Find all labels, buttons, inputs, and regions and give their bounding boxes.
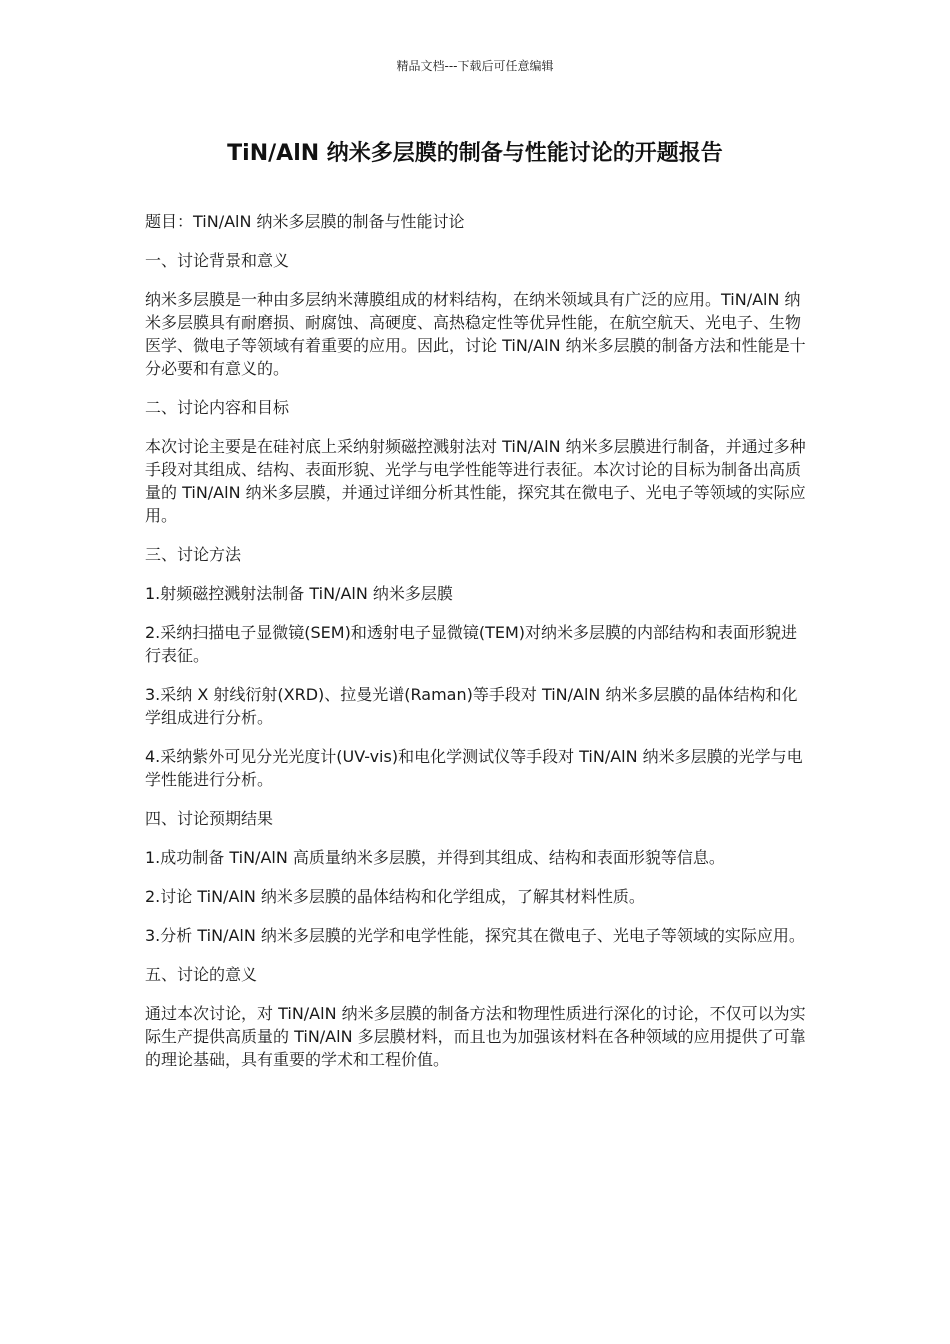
section-heading-background: 一、讨论背景和意义 bbox=[145, 251, 290, 270]
result-item-1: 1.成功制备 TiN/AlN 高质量纳米多层膜，并得到其组成、结构和表面形貌等信息。 bbox=[145, 848, 725, 867]
method-item-4: 4.采纳紫外可见分光光度计(UV-vis)和电化学测试仪等手段对 TiN/AlN 纳米多层膜的光学与电学性能进行分析。 bbox=[145, 747, 803, 789]
section-heading-content: 二、讨论内容和目标 bbox=[145, 398, 290, 417]
section-heading-expected-results: 四、讨论预期结果 bbox=[145, 809, 274, 828]
document-body bbox=[145, 210, 810, 1087]
content-paragraph: 本次讨论主要是在硅衬底上采纳射频磁控溅射法对 TiN/AlN 纳米多层膜进行制备，并通过多种手段对其组成、结构、表面形貌、光学与电学性能等进行表征。本次讨论的目标为制备出高质量的 TiN/AlN 纳米多层膜，并通过详细分析其性能，探究其在微电子、光电子等领域的实际应用。 bbox=[145, 437, 806, 525]
background-paragraph: 纳米多层膜是一种由多层纳米薄膜组成的材料结构，在纳米领域具有广泛的应用。TiN/AlN 纳米多层膜具有耐磨损、耐腐蚀、高硬度、高热稳定性等优异性能，在航空航天、光电子、生物医学、微电子等领域有着重要的应用。因此，讨论 TiN/AlN 纳米多层膜的制备方法和性能是十分必要和有意义的。 bbox=[145, 290, 806, 378]
result-item-2: 2.讨论 TiN/AlN 纳米多层膜的晶体结构和化学组成，了解其材料性质。 bbox=[145, 887, 645, 906]
method-item-2: 2.采纳扫描电子显微镜(SEM)和透射电子显微镜(TEM)对纳米多层膜的内部结构和表面形貌进行表征。 bbox=[145, 623, 797, 665]
significance-paragraph: 通过本次讨论，对 TiN/AlN 纳米多层膜的制备方法和物理性质进行深化的讨论，不仅可以为实际生产提供高质量的 TiN/AlN 多层膜材料，而且也为加强该材料在各种领域的应用提供了可靠的理论基础，具有重要的学术和工程价值。 bbox=[145, 1004, 806, 1069]
method-item-3: 3.采纳 X 射线衍射(XRD)、拉曼光谱(Raman)等手段对 TiN/AlN 纳米多层膜的晶体结构和化学组成进行分析。 bbox=[145, 685, 798, 727]
result-item-3: 3.分析 TiN/AlN 纳米多层膜的光学和电学性能，探究其在微电子、光电子等领域的实际应用。 bbox=[145, 926, 805, 945]
header-note: 精品文档---下载后可任意编辑 bbox=[396, 59, 554, 73]
subject-line: 题目：TiN/AlN 纳米多层膜的制备与性能讨论 bbox=[145, 212, 465, 231]
section-heading-significance: 五、讨论的意义 bbox=[145, 965, 258, 984]
section-heading-methods: 三、讨论方法 bbox=[145, 545, 242, 564]
document-title: TiN/AlN 纳米多层膜的制备与性能讨论的开题报告 bbox=[227, 141, 723, 166]
method-item-1: 1.射频磁控溅射法制备 TiN/AlN 纳米多层膜 bbox=[145, 584, 453, 603]
